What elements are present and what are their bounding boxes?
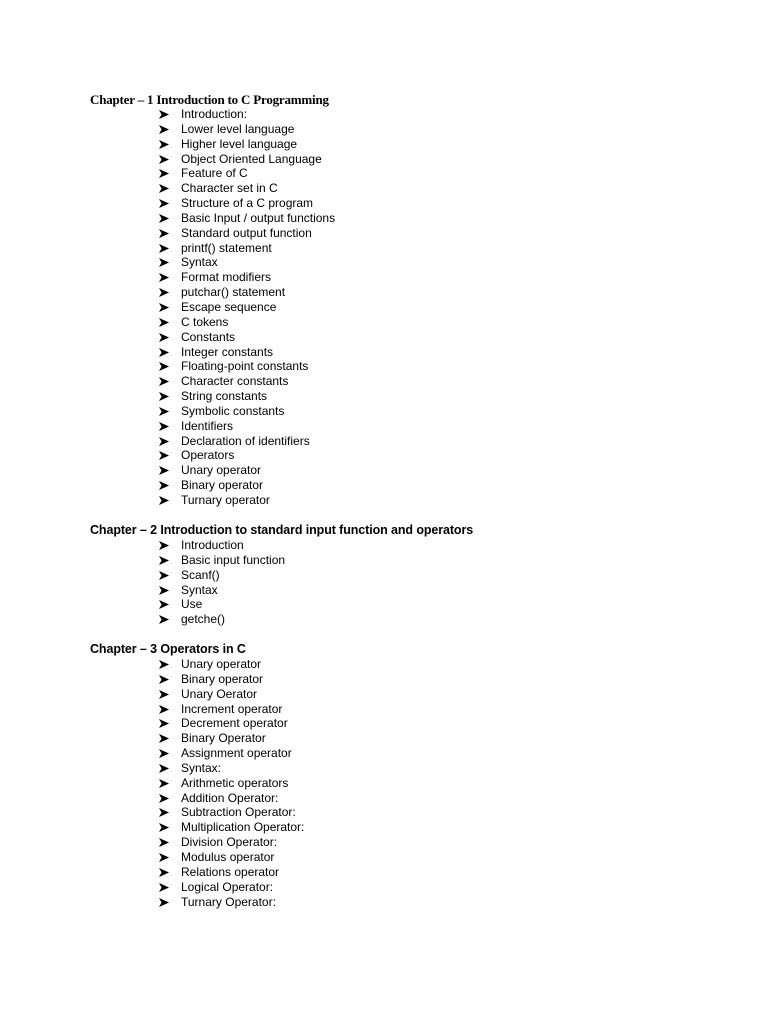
topic-label: Format modifiers bbox=[181, 270, 272, 285]
list-item bbox=[90, 895, 750, 910]
arrowhead-bullet-icon bbox=[159, 466, 169, 475]
list-item bbox=[90, 434, 750, 449]
arrowhead-bullet-icon bbox=[159, 377, 169, 386]
arrowhead-bullet-icon bbox=[159, 883, 169, 892]
topic-label: Turnary Operator: bbox=[181, 894, 276, 909]
topic-label: Turnary operator bbox=[181, 492, 270, 507]
list-item bbox=[90, 359, 750, 374]
list-item bbox=[90, 389, 750, 404]
arrowhead-bullet-icon bbox=[159, 838, 169, 847]
arrowhead-bullet-icon bbox=[159, 541, 169, 550]
arrowhead-bullet-icon bbox=[159, 244, 169, 253]
arrowhead-bullet-icon bbox=[159, 407, 169, 416]
topic-label: Division Operator: bbox=[181, 835, 278, 850]
list-item bbox=[90, 330, 750, 345]
arrowhead-bullet-icon bbox=[159, 422, 169, 431]
chapter-3 bbox=[90, 642, 750, 909]
topic-label: Unary operator bbox=[181, 657, 262, 671]
list-item bbox=[90, 226, 750, 241]
arrowhead-bullet-icon bbox=[159, 749, 169, 758]
arrowhead-bullet-icon bbox=[159, 496, 169, 505]
topic-label: Lower level language bbox=[181, 121, 295, 136]
list-item bbox=[90, 181, 750, 196]
topic-label: Higher level language bbox=[181, 136, 298, 151]
list-item bbox=[90, 270, 750, 285]
arrowhead-bullet-icon bbox=[159, 705, 169, 714]
topic-label: Declaration of identifiers bbox=[181, 433, 310, 448]
arrowhead-bullet-icon bbox=[159, 110, 169, 119]
list-item bbox=[90, 672, 750, 687]
topic-label: Subtraction Operator: bbox=[181, 805, 296, 820]
topic-label: Structure of a C program bbox=[181, 196, 314, 211]
topic-label: Escape sequence bbox=[181, 299, 277, 314]
topic-label: Symbolic constants bbox=[181, 403, 285, 418]
topic-label: Syntax: bbox=[181, 760, 222, 775]
chapter-title: Chapter – 2 Introduction to standard input function and operators bbox=[90, 523, 474, 537]
arrowhead-bullet-icon bbox=[159, 348, 169, 357]
list-item bbox=[90, 241, 750, 256]
chapter-1 bbox=[90, 92, 750, 508]
list-item bbox=[90, 597, 750, 612]
topic-label: Logical Operator: bbox=[181, 879, 274, 894]
list-item bbox=[90, 448, 750, 463]
arrowhead-bullet-icon bbox=[159, 586, 169, 595]
arrowhead-bullet-icon bbox=[159, 288, 169, 297]
list-item bbox=[90, 583, 750, 598]
arrowhead-bullet-icon bbox=[159, 481, 169, 490]
list-item bbox=[90, 196, 750, 211]
topic-list bbox=[90, 107, 750, 508]
topic-label: Syntax bbox=[181, 255, 218, 270]
topic-label: Floating-point constants bbox=[181, 359, 309, 374]
list-item bbox=[90, 419, 750, 434]
arrowhead-bullet-icon bbox=[159, 333, 169, 342]
arrowhead-bullet-icon bbox=[159, 675, 169, 684]
topic-label: Multiplication Operator: bbox=[181, 820, 305, 835]
list-item bbox=[90, 791, 750, 806]
topic-label: C tokens bbox=[181, 314, 229, 329]
arrowhead-bullet-icon bbox=[159, 140, 169, 149]
arrowhead-bullet-icon bbox=[159, 690, 169, 699]
topic-list bbox=[90, 657, 750, 909]
topic-label: Binary operator bbox=[181, 478, 264, 493]
topic-label: Operators bbox=[181, 448, 235, 463]
topic-label: Increment operator bbox=[181, 701, 283, 716]
list-item bbox=[90, 776, 750, 791]
topic-label: Unary operator bbox=[181, 463, 262, 478]
list-item bbox=[90, 657, 750, 672]
topic-label: printf() statement bbox=[181, 240, 272, 255]
arrowhead-bullet-icon bbox=[159, 303, 169, 312]
list-item bbox=[90, 731, 750, 746]
list-item bbox=[90, 463, 750, 478]
arrowhead-bullet-icon bbox=[159, 318, 169, 327]
topic-label: Introduction: bbox=[181, 107, 248, 121]
topic-label: Modulus operator bbox=[181, 849, 275, 864]
arrowhead-bullet-icon bbox=[159, 169, 169, 178]
topic-label: Basic Input / output functions bbox=[181, 210, 336, 225]
list-item bbox=[90, 107, 750, 122]
topic-label: Unary Oerator bbox=[181, 686, 258, 701]
arrowhead-bullet-icon bbox=[159, 868, 169, 877]
arrowhead-bullet-icon bbox=[159, 571, 169, 580]
list-item bbox=[90, 404, 750, 419]
topic-label: Scanf() bbox=[181, 567, 220, 582]
arrowhead-bullet-icon bbox=[159, 155, 169, 164]
topic-label: Standard output function bbox=[181, 225, 312, 240]
topic-label: Addition Operator: bbox=[181, 790, 279, 805]
list-item bbox=[90, 137, 750, 152]
topic-label: Relations operator bbox=[181, 864, 280, 879]
topic-label: Integer constants bbox=[181, 344, 274, 359]
list-item bbox=[90, 345, 750, 360]
topic-label: Constants bbox=[181, 329, 236, 344]
list-item bbox=[90, 702, 750, 717]
list-item bbox=[90, 553, 750, 568]
list-item bbox=[90, 493, 750, 508]
topic-label: Character set in C bbox=[181, 181, 278, 196]
list-item bbox=[90, 166, 750, 181]
arrowhead-bullet-icon bbox=[159, 615, 169, 624]
arrowhead-bullet-icon bbox=[159, 125, 169, 134]
topic-label: Syntax bbox=[181, 582, 218, 597]
topic-label: Binary operator bbox=[181, 671, 264, 686]
list-item bbox=[90, 211, 750, 226]
chapter-title: Chapter – 1 Introduction to C Programming bbox=[90, 92, 329, 107]
list-item bbox=[90, 746, 750, 761]
topic-label: Arithmetic operators bbox=[181, 775, 289, 790]
topic-label: String constants bbox=[181, 389, 268, 404]
list-item bbox=[90, 716, 750, 731]
topic-label: Introduction bbox=[181, 538, 244, 552]
list-item bbox=[90, 538, 750, 553]
arrowhead-bullet-icon bbox=[159, 853, 169, 862]
topic-label: Assignment operator bbox=[181, 746, 292, 761]
topic-label: Use bbox=[181, 597, 203, 612]
list-item bbox=[90, 285, 750, 300]
list-item bbox=[90, 865, 750, 880]
arrowhead-bullet-icon bbox=[159, 184, 169, 193]
topic-label: Basic input function bbox=[181, 552, 286, 567]
list-item bbox=[90, 835, 750, 850]
arrowhead-bullet-icon bbox=[159, 808, 169, 817]
list-item bbox=[90, 152, 750, 167]
arrowhead-bullet-icon bbox=[159, 823, 169, 832]
list-item bbox=[90, 478, 750, 493]
arrowhead-bullet-icon bbox=[159, 764, 169, 773]
arrowhead-bullet-icon bbox=[159, 556, 169, 565]
list-item bbox=[90, 122, 750, 137]
topic-label: putchar() statement bbox=[181, 285, 286, 300]
list-item bbox=[90, 687, 750, 702]
list-item bbox=[90, 612, 750, 627]
list-item bbox=[90, 255, 750, 270]
arrowhead-bullet-icon bbox=[159, 214, 169, 223]
arrowhead-bullet-icon bbox=[159, 719, 169, 728]
arrowhead-bullet-icon bbox=[159, 258, 169, 267]
list-item bbox=[90, 568, 750, 583]
arrowhead-bullet-icon bbox=[159, 392, 169, 401]
list-item bbox=[90, 761, 750, 776]
topic-label: Object Oriented Language bbox=[181, 151, 322, 166]
list-item bbox=[90, 805, 750, 820]
arrowhead-bullet-icon bbox=[159, 600, 169, 609]
arrowhead-bullet-icon bbox=[159, 794, 169, 803]
topic-label: Feature of C bbox=[181, 166, 248, 181]
list-item bbox=[90, 820, 750, 835]
topic-label: Identifiers bbox=[181, 418, 234, 433]
topic-label: Binary Operator bbox=[181, 731, 266, 746]
arrowhead-bullet-icon bbox=[159, 660, 169, 669]
arrowhead-bullet-icon bbox=[159, 229, 169, 238]
arrowhead-bullet-icon bbox=[159, 779, 169, 788]
list-item bbox=[90, 880, 750, 895]
arrowhead-bullet-icon bbox=[159, 273, 169, 282]
list-item bbox=[90, 315, 750, 330]
list-item bbox=[90, 374, 750, 389]
chapter-title: Chapter – 3 Operators in C bbox=[90, 642, 246, 656]
list-item bbox=[90, 850, 750, 865]
topic-list bbox=[90, 538, 750, 627]
arrowhead-bullet-icon bbox=[159, 734, 169, 743]
topic-label: Decrement operator bbox=[181, 716, 288, 731]
arrowhead-bullet-icon bbox=[159, 451, 169, 460]
list-item bbox=[90, 300, 750, 315]
arrowhead-bullet-icon bbox=[159, 362, 169, 371]
topic-label: Character constants bbox=[181, 374, 289, 389]
arrowhead-bullet-icon bbox=[159, 437, 169, 446]
arrowhead-bullet-icon bbox=[159, 199, 169, 208]
arrowhead-bullet-icon bbox=[159, 898, 169, 907]
chapter-2 bbox=[90, 523, 750, 627]
topic-label: getche() bbox=[181, 612, 226, 627]
